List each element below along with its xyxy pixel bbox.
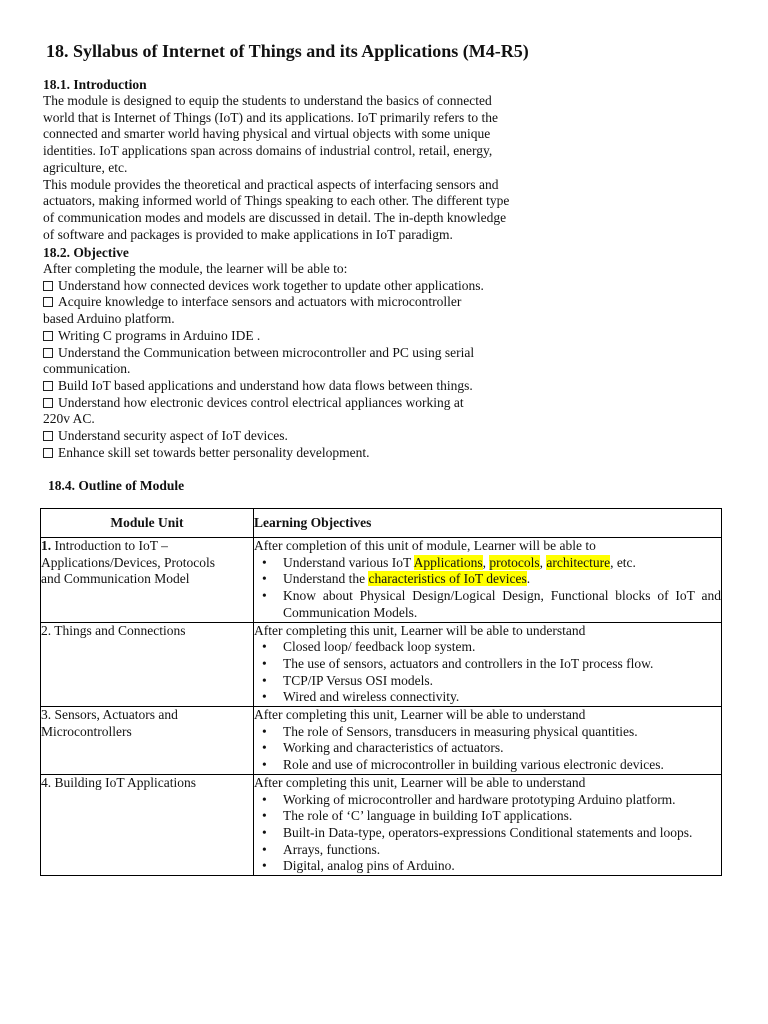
module-unit-number: 1. [41,538,52,553]
objective-bullet [254,673,721,690]
section-heading-objective: 18.2. Objective [43,245,129,260]
learning-objectives-cell [254,774,722,875]
objective-text: Built-in Data-type, operators-expressions Conditional statements and loops. [283,824,693,840]
objective-item-text: communication. [43,361,131,377]
objectives-intro: After completing this unit, Learner will be able to understand [254,774,586,790]
objective-text: Digital, analog pins of Arduino. [283,858,455,874]
module-unit-text: 3. Sensors, Actuators and [41,707,178,723]
objective-bullet [254,555,721,572]
objective-item [43,328,484,345]
objective-bullet [254,689,721,706]
module-unit-line [41,538,253,555]
objective-item-text: Understand how electronic devices control electrical appliances working at [58,394,464,410]
objective-item-text: Understand security aspect of IoT devices. [58,428,288,444]
module-unit-text: and Communication Model [41,571,190,587]
objectives-list [254,724,721,774]
paragraph-line: agriculture, etc. [43,159,128,175]
box-bullet-icon [43,398,53,408]
box-bullet-icon [43,331,53,341]
objective-item [43,428,484,445]
table-body [41,538,722,876]
section-heading-introduction: 18.1. Introduction [43,77,147,92]
highlighted-text: protocols [489,554,540,570]
module-unit-cell [41,774,254,875]
module-unit-cell [41,538,254,623]
module-unit-text: Introduction to IoT – [51,538,168,553]
objective-text: Understand various IoT [283,554,414,570]
column-header-module-unit: Module Unit [41,509,254,538]
paragraph-line: This module provides the theoretical and practical aspects of interfacing sensors and [43,176,499,192]
module-unit-line [41,707,253,724]
objective-text: . [526,571,531,587]
module-outline-table [40,508,722,876]
objective-bullet [254,571,721,588]
objective-item-text: Understand the Communication between microcontroller and PC using serial [58,344,475,360]
objective-text: Role and use of microcontroller in building various electronic devices. [283,757,664,773]
objective-item [43,395,484,412]
learning-objectives-cell [254,538,722,623]
objective-item [43,311,484,328]
paragraph-line: The module is designed to equip the students to understand the basics of connected [43,93,492,108]
module-unit-text: 4. Building IoT Applications [41,774,196,790]
table-header-row [41,509,722,538]
box-bullet-icon [43,448,53,458]
objective-bullet [254,842,721,859]
paragraph-line: of software and packages is provided to make applications in IoT paradigm. [43,226,453,242]
learning-objectives-cell [254,707,722,775]
table-row [41,707,722,775]
objective-text: , etc. [610,554,636,570]
objective-text: Wired and wireless connectivity. [283,689,460,705]
highlighted-text: characteristics of IoT devices [368,571,527,587]
objective-item [43,294,484,311]
module-unit-line [41,571,253,588]
objective-text: Working and characteristics of actuators. [283,740,504,756]
highlighted-text: Applications [413,554,483,570]
module-unit-cell [41,622,254,707]
module-unit-text: 2. Things and Connections [41,622,186,638]
objective-text: Know about Physical Design/Logical Design, Functional blocks of IoT and Communication Models. [283,588,721,620]
column-header-learning-objectives: Learning Objectives [254,509,722,538]
box-bullet-icon [43,431,53,441]
objectives-intro: After completing this unit, Learner will be able to understand [254,707,586,723]
box-bullet-icon [43,297,53,307]
introduction-paragraph [43,93,509,243]
objective-bullet [254,808,721,825]
objective-item-text: Build IoT based applications and understand how data flows between things. [58,377,473,393]
objective-item-text: Acquire knowledge to interface sensors and actuators with microcontroller [58,294,462,310]
module-unit-text: Applications/Devices, Protocols [41,554,215,570]
objective-text: The use of sensors, actuators and controllers in the IoT process flow. [283,655,654,671]
objective-item-text: Writing C programs in Arduino IDE . [58,327,261,343]
objective-text: TCP/IP Versus OSI models. [283,672,434,688]
objective-lead: After completing the module, the learner will be able to: [43,261,348,276]
objective-item-text: 220v AC. [43,411,95,427]
section-heading-outline: 18.4. Outline of Module [48,478,185,493]
objectives-list [254,792,721,876]
learning-objectives-cell [254,622,722,707]
objective-text: The role of Sensors, transducers in measuring physical quantities. [283,723,638,739]
objective-text: Working of microcontroller and hardware prototyping Arduino platform. [283,791,676,807]
module-unit-line [41,775,253,792]
objective-bullet [254,825,721,842]
box-bullet-icon [43,348,53,358]
objective-text: The role of ‘C’ language in building IoT applications. [283,808,573,824]
box-bullet-icon [43,381,53,391]
module-unit-text: Microcontrollers [41,723,132,739]
objective-bullet [254,588,721,621]
objective-text: Understand the [283,571,369,587]
paragraph-line: identities. IoT applications span across domains of industrial control, retail, energy, [43,143,493,159]
objective-text: Arrays, functions. [283,841,381,857]
module-unit-cell [41,707,254,775]
objective-item [43,278,484,295]
objective-item [43,445,484,462]
paragraph-line: of communication modes and models are discussed in detail. The in-depth knowledge [43,209,507,225]
objective-item [43,411,484,428]
module-unit-line [41,555,253,572]
objective-bullet [254,792,721,809]
objective-item [43,345,484,362]
objectives-intro: After completing this unit, Learner will be able to understand [254,622,586,638]
objective-bullet [254,740,721,757]
paragraph-line: world that is Internet of Things (IoT) and its applications. IoT primarily refers to the [43,109,499,125]
table-row [41,774,722,875]
paragraph-line: actuators, making informed world of Things speaking to each other. The different type [43,193,510,209]
objective-bullet [254,639,721,656]
module-unit-line [41,724,253,741]
objective-list [43,278,484,462]
objective-text: , [539,554,547,570]
objective-item-text: Enhance skill set towards better personality development. [58,444,370,460]
objective-bullet [254,656,721,673]
objective-item-text: based Arduino platform. [43,311,175,327]
paragraph-line: connected and smarter world having physical and virtual objects with some unique [43,126,491,142]
objective-item [43,378,484,395]
objective-bullet [254,724,721,741]
box-bullet-icon [43,281,53,291]
page-title: 18. Syllabus of Internet of Things and its Applications (M4-R5) [46,41,529,61]
objective-text: Closed loop/ feedback loop system. [283,639,476,655]
table-row [41,538,722,623]
objective-item [43,361,484,378]
objective-bullet [254,858,721,875]
highlighted-text: architecture [546,554,611,570]
objectives-list [254,555,721,622]
objectives-intro: After completion of this unit of module, Learner will be able to [254,538,596,553]
module-unit-line [41,623,253,640]
objective-block [43,261,484,461]
objective-item-text: Understand how connected devices work together to update other applications. [58,277,484,293]
objective-bullet [254,757,721,774]
table-row [41,622,722,707]
objective-text: , [482,554,490,570]
objectives-list [254,639,721,706]
